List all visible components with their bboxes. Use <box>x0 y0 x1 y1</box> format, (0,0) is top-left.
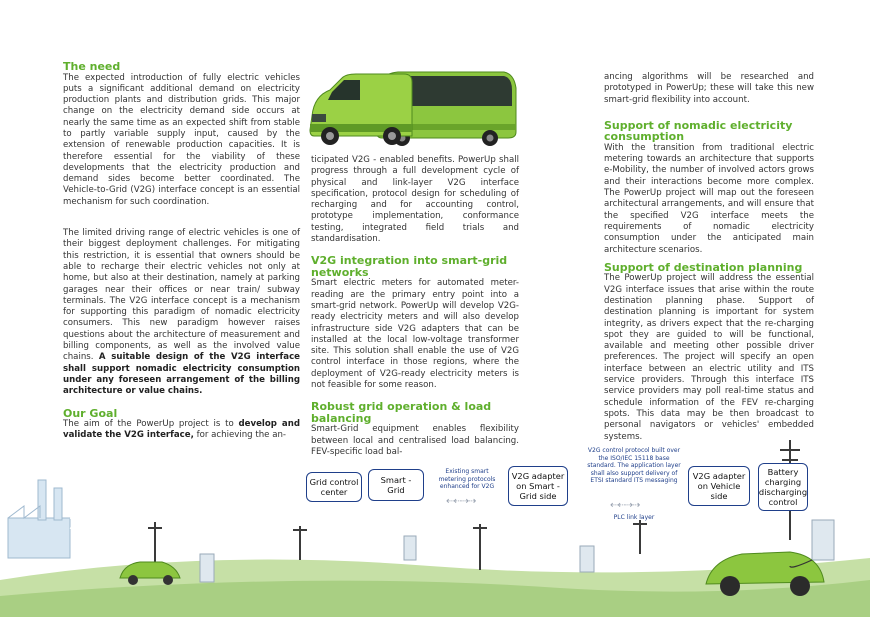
heading-destination: Support of destination planning <box>604 260 803 274</box>
battery-charging-control-box: Battery charging discharging control <box>758 463 808 511</box>
power-lines <box>70 476 790 546</box>
paragraph-nomadic: With the transition from traditional electric metering towards an architecture that supports e-Mobility, the number of involved actors grows and their interactions become more complex. The PowerUp project will map out the foreseen architectural arrangements, and will ensure that the specified V2G interface meets the requirements of nomadic electricity consumption under the anticipated main architecture scenarios. <box>604 142 814 255</box>
paragraph-need-2-bold: A suitable design of the V2G interface shall support nomadic electricity consumption under any foreseen arrangement of the billing architecture or value chains. <box>63 352 300 397</box>
paragraph-goal-end: for achieving the an- <box>193 430 287 441</box>
vehicles-illustration <box>308 66 518 150</box>
factory-icon <box>8 480 70 558</box>
paragraph-robust-cont: ancing algorithms will be researched and prototyped in PowerUp; these will take this new smart-grid flexibility into account. <box>604 72 814 105</box>
note-v2g-protocol: V2G control protocol built over the ISO/IEC 15118 base standard. The application layer shall also support delivery of ETSI standard ITS messaging <box>587 447 681 485</box>
paragraph-integration: Smart electric meters for automated meter-reading are the primary entry point into a smart-grid network. PowerUp will develop V2G-ready electricity meters and will also develop infrastructure side V2G adapters that can be installed at the local low-voltage transformer site. This solution shall enable the use of V2G control interface in those regions, where the deployment of V2G-ready electricity meters is not feasible for some reason. <box>311 278 519 391</box>
heading-robust-grid: Robust grid operation & load balancing <box>311 400 492 425</box>
column-left <box>63 61 300 452</box>
v2g-adapter-grid-side-box: V2G adapter on Smart - Grid side <box>508 466 568 506</box>
heading-v2g-integration: V2G integration into smart-grid networks <box>311 254 508 279</box>
paragraph-robust: Smart-Grid equipment enables flexibility between local and centralised load balancing. FEV-specific load bal- <box>311 424 519 457</box>
paragraph-goal-cont: ticipated V2G - enabled benefits. PowerUp shall progress through a full development cycle of physical and link-layer V2G interface specification, protocol design for scheduling of recharging and for accounting control, prototype implementation, conformance testing, integrated field trials and standardisation. <box>311 155 519 245</box>
paragraph-need-2 <box>63 228 300 397</box>
heading-nomadic: Support of nomadic electricity consumption <box>604 118 793 144</box>
paragraph-destination: The PowerUp project will address the essential V2G interface issues that arise within the route destination planning phase. Support of destination planning is important for system integrity, as drivers expect that the re-charging spot they are guided to will be functional, available and meeting other possible driver preferences. The project will specify an open interface between an electric utility and ITS service providers. Through this interface ITS service providers may poll real-time status and schedule information of the FEV re-charging spots. This data may be then broadcast to personal navigators or vehicles' embedded systems. <box>604 273 814 442</box>
paragraph-goal-text: The aim of the PowerUp project is to <box>63 419 239 430</box>
paragraph-goal-bold: develop and validate the V2G interface, <box>63 419 300 441</box>
smart-grid-bubble: Smart - Grid <box>368 469 424 501</box>
v2g-adapter-vehicle-side-box: V2G adapter on Vehicle side <box>688 466 750 506</box>
heading-the-need: The need <box>63 60 121 73</box>
note-smart-metering: Existing smart metering protocols enhanced for V2G <box>438 468 496 491</box>
paragraph-need-1: The expected introduction of fully electric vehicles puts a significant additional demand on electricity production plants and distribution grids. This major change on the electricity demand side occurs at nearly the same time as an expected shift from stable to partly variable supply input, caused by the extension of renewable production capacities. It is therefore essential for the viability of these developments that the electricity production and demand sides become better coordinated. The Vehicle-to-Grid (V2G) interface concept is an essential mechanism for such coordination. <box>63 72 300 207</box>
grid-control-center-box: Grid control center <box>306 472 362 502</box>
smart-grid-scene <box>0 420 870 617</box>
heading-our-goal: Our Goal <box>63 406 118 420</box>
note-plc-link-layer: PLC link layer <box>613 514 655 521</box>
paragraph-need-2-text: The limited driving range of electric vehicles is one of their biggest deployment challenges. For mitigating this restriction, it is essential that owners should be able to recharge their electric vehicles not only at home, but also at their destination, namely at parking garages near their offices or near train/ subway terminals. The V2G interface concept is a mechanism for supporting this paradigm of nomadic electricity consumers. This new paradigm however raises questions about the architecture of measurement and billing components, as well as the involved value chains. <box>63 228 300 363</box>
column-right <box>604 72 814 453</box>
arrows-plc-icon: ⇠⇠⇢⇢ <box>610 500 640 511</box>
arrows-metering-icon: ⇠⇠⇢⇢ <box>446 496 476 507</box>
